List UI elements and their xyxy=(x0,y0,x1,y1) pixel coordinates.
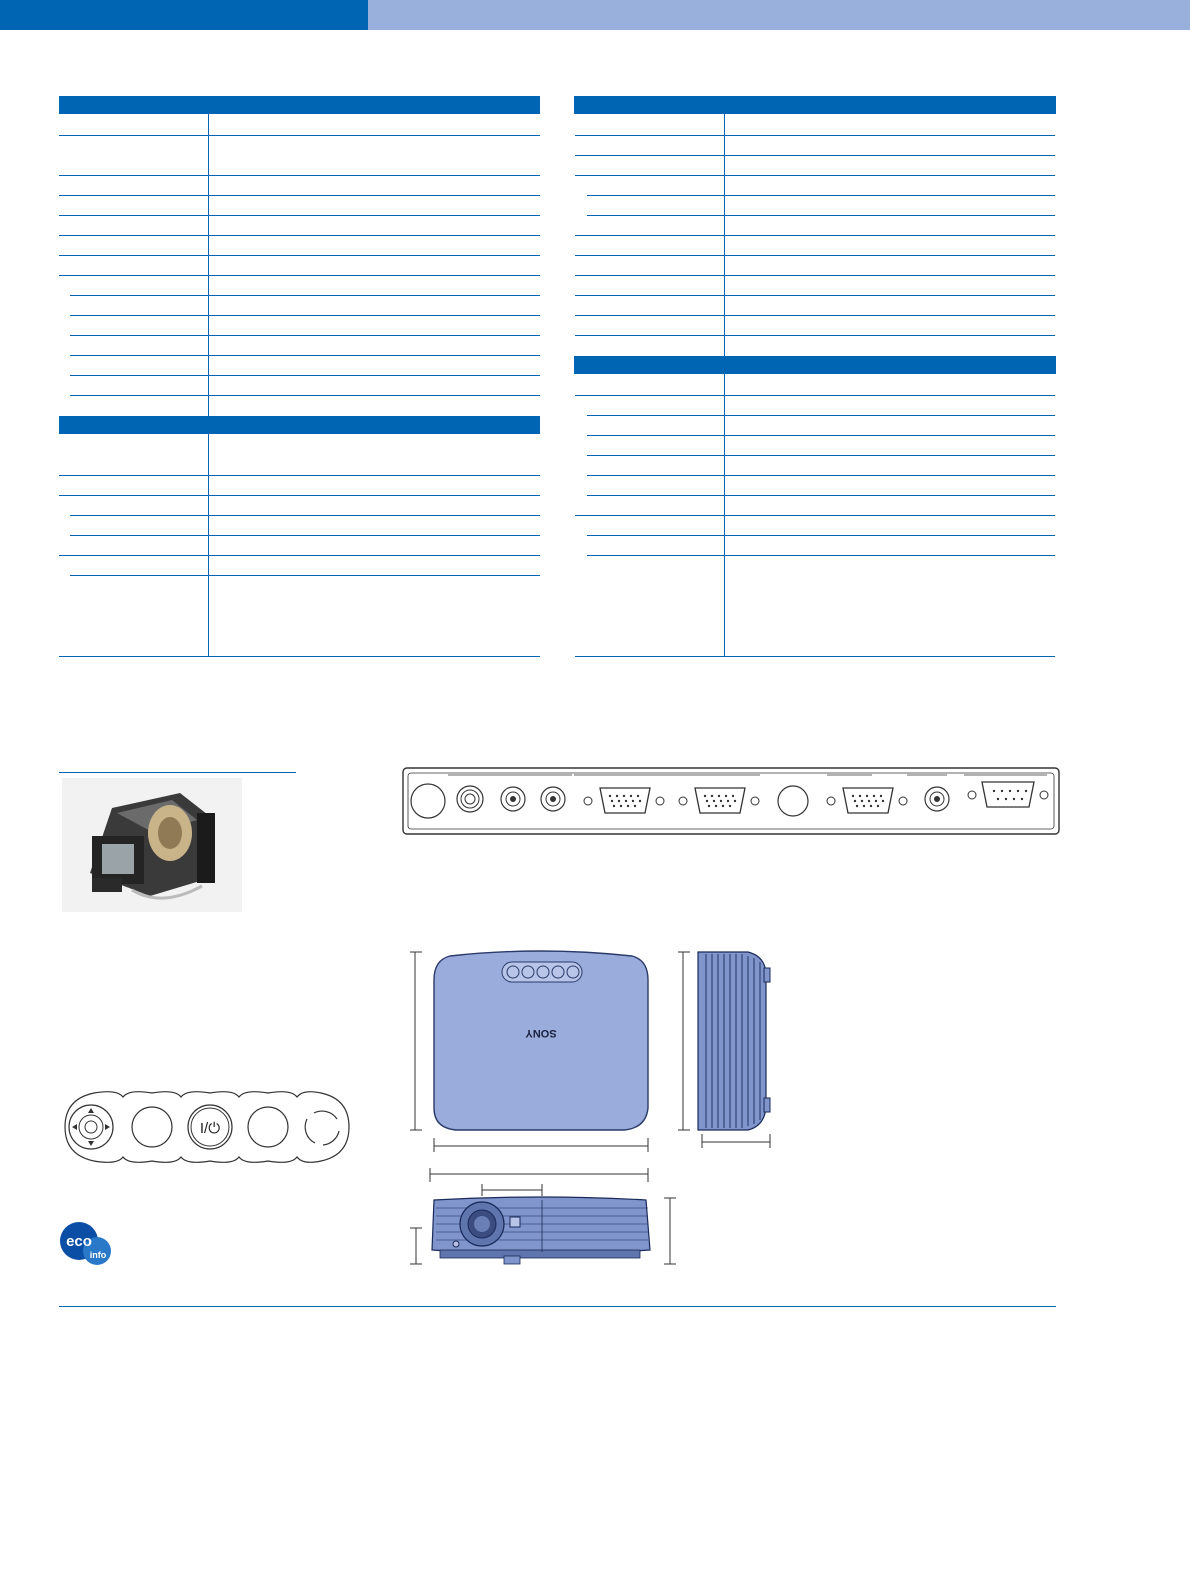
table-row xyxy=(70,515,540,516)
eco-text: eco xyxy=(66,1233,92,1250)
table-row xyxy=(70,295,540,296)
table-row xyxy=(587,555,1055,556)
power-label: I/⏻ xyxy=(199,1120,221,1137)
footer-rule xyxy=(59,1306,1056,1307)
table-row xyxy=(587,535,1055,536)
table-row xyxy=(575,515,1055,516)
table-row xyxy=(59,255,540,256)
table-row xyxy=(575,235,1055,236)
table-row xyxy=(59,195,540,196)
table-row xyxy=(587,415,1055,416)
table-header xyxy=(574,96,1056,114)
lamp-photo xyxy=(62,778,242,912)
table-header xyxy=(59,416,540,434)
table-row xyxy=(587,455,1055,456)
section-rule xyxy=(59,772,296,773)
table-header xyxy=(59,96,540,114)
table-row xyxy=(575,295,1055,296)
table-row xyxy=(59,475,540,476)
table-row xyxy=(59,135,540,136)
top-band-dark xyxy=(0,0,368,30)
table-row xyxy=(59,275,540,276)
table-row xyxy=(575,275,1055,276)
table-row xyxy=(575,155,1055,156)
table-row xyxy=(587,215,1055,216)
top-band-light xyxy=(368,0,1190,30)
table-row xyxy=(70,575,540,576)
connector-panel xyxy=(402,767,1060,835)
table-row xyxy=(575,395,1055,396)
table-row xyxy=(59,215,540,216)
table-row xyxy=(70,315,540,316)
sony-logo: SONY xyxy=(525,1027,557,1039)
table-header xyxy=(574,356,1056,374)
table-row xyxy=(587,195,1055,196)
table-row xyxy=(59,175,540,176)
top-view-diagram xyxy=(410,948,660,1152)
table-row xyxy=(575,656,1055,657)
table-row xyxy=(59,656,540,657)
table-row xyxy=(70,375,540,376)
table-row xyxy=(70,395,540,396)
table-row xyxy=(70,535,540,536)
table-row xyxy=(575,175,1055,176)
column-divider xyxy=(208,434,209,657)
table-row xyxy=(59,235,540,236)
control-panel-diagram xyxy=(59,1087,355,1167)
table-row xyxy=(575,135,1055,136)
table-row xyxy=(575,315,1055,316)
table-row xyxy=(587,475,1055,476)
table-row xyxy=(59,495,540,496)
table-row xyxy=(70,335,540,336)
table-row xyxy=(70,355,540,356)
side-view-diagram xyxy=(678,948,798,1152)
table-row xyxy=(575,335,1055,336)
table-row xyxy=(587,435,1055,436)
eco-info-badge xyxy=(59,1221,113,1267)
info-text: info xyxy=(89,1250,107,1260)
table-row xyxy=(59,555,540,556)
front-view-diagram xyxy=(410,1168,680,1268)
table-row xyxy=(587,495,1055,496)
table-row xyxy=(575,255,1055,256)
column-divider xyxy=(208,114,209,416)
